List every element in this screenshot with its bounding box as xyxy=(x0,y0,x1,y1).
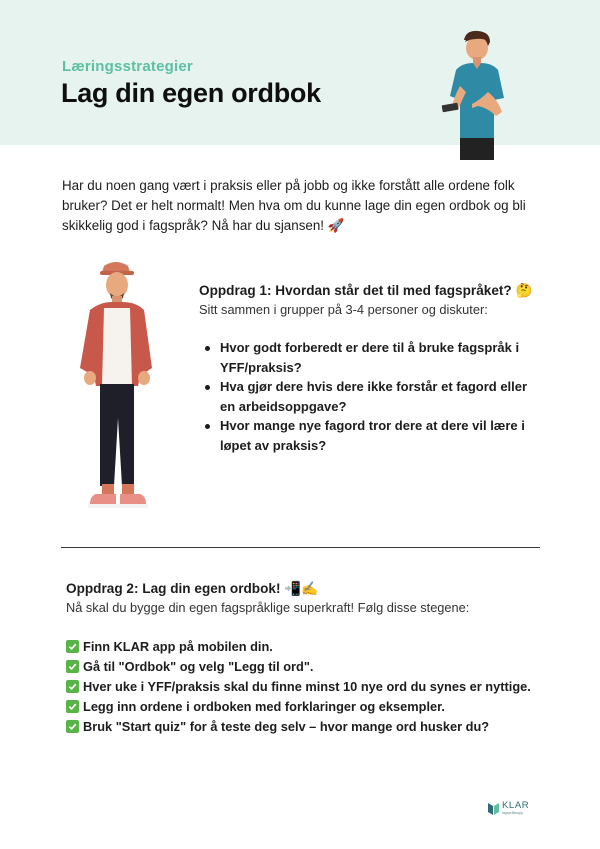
list-item xyxy=(66,696,546,716)
checkmark-icon xyxy=(66,720,79,733)
list-item xyxy=(66,676,546,696)
step-text: Hver uke i YFF/praksis skal du finne minst 10 nye ord du synes er nyttige. xyxy=(83,678,531,694)
standing-man-illustration xyxy=(60,258,172,516)
logo-tagline: fagspråksapp xyxy=(502,811,524,815)
page-title: Lag din egen ordbok xyxy=(61,78,321,108)
page-subtitle: Læringsstrategier xyxy=(62,58,193,75)
list-item: Hvor godt forberedt er dere til å bruke fagspråk i YFF/praksis? xyxy=(199,338,539,377)
task1-question-list xyxy=(199,338,539,455)
checkmark-icon xyxy=(66,660,79,673)
list-item: Hvor mange nye fagord tror dere at dere vil lære i løpet av praksis? xyxy=(199,416,539,455)
checkmark-icon xyxy=(66,700,79,713)
logo-name: KLAR xyxy=(502,800,530,811)
klar-logo-icon xyxy=(488,803,499,815)
checkmark-icon xyxy=(66,680,79,693)
list-item xyxy=(66,636,546,656)
list-item: Hva gjør dere hvis dere ikke forstår et fagord eller en arbeidsoppgave? xyxy=(199,377,539,416)
task1-title: Oppdrag 1: Hvordan står det til med fagspråket? 🤔 xyxy=(199,283,533,298)
step-text: Finn KLAR app på mobilen din. xyxy=(83,638,273,654)
task2-title: Oppdrag 2: Lag din egen ordbok! 📲✍️ xyxy=(66,581,319,596)
task1-subtitle: Sitt sammen i grupper på 3-4 personer og diskuter: xyxy=(199,302,488,317)
step-text: Bruk "Start quiz" for å teste deg selv – hvor mange ord husker du? xyxy=(83,718,490,734)
klar-logo xyxy=(488,801,529,816)
list-item xyxy=(66,716,546,736)
task2-step-list xyxy=(66,636,546,736)
step-text: Gå til "Ordbok" og velg "Legg til ord". xyxy=(83,658,314,674)
step-text: Legg inn ordene i ordboken med forklaringer og eksempler. xyxy=(83,698,445,714)
task2-subtitle: Nå skal du bygge din egen fagspråklige superkraft! Følg disse stegene: xyxy=(66,600,470,615)
section-divider xyxy=(61,547,540,548)
checkmark-icon xyxy=(66,640,79,653)
list-item xyxy=(66,656,546,676)
intro-paragraph: Har du noen gang vært i praksis eller på jobb og ikke forstått alle ordene folk bruker? Det er helt normalt! Men hva om du kunne lage din egen ordbok og bli skikkelig god i fagspråk? Nå har du sjansen! 🚀 xyxy=(62,178,526,233)
man-with-phone-illustration xyxy=(428,26,528,160)
